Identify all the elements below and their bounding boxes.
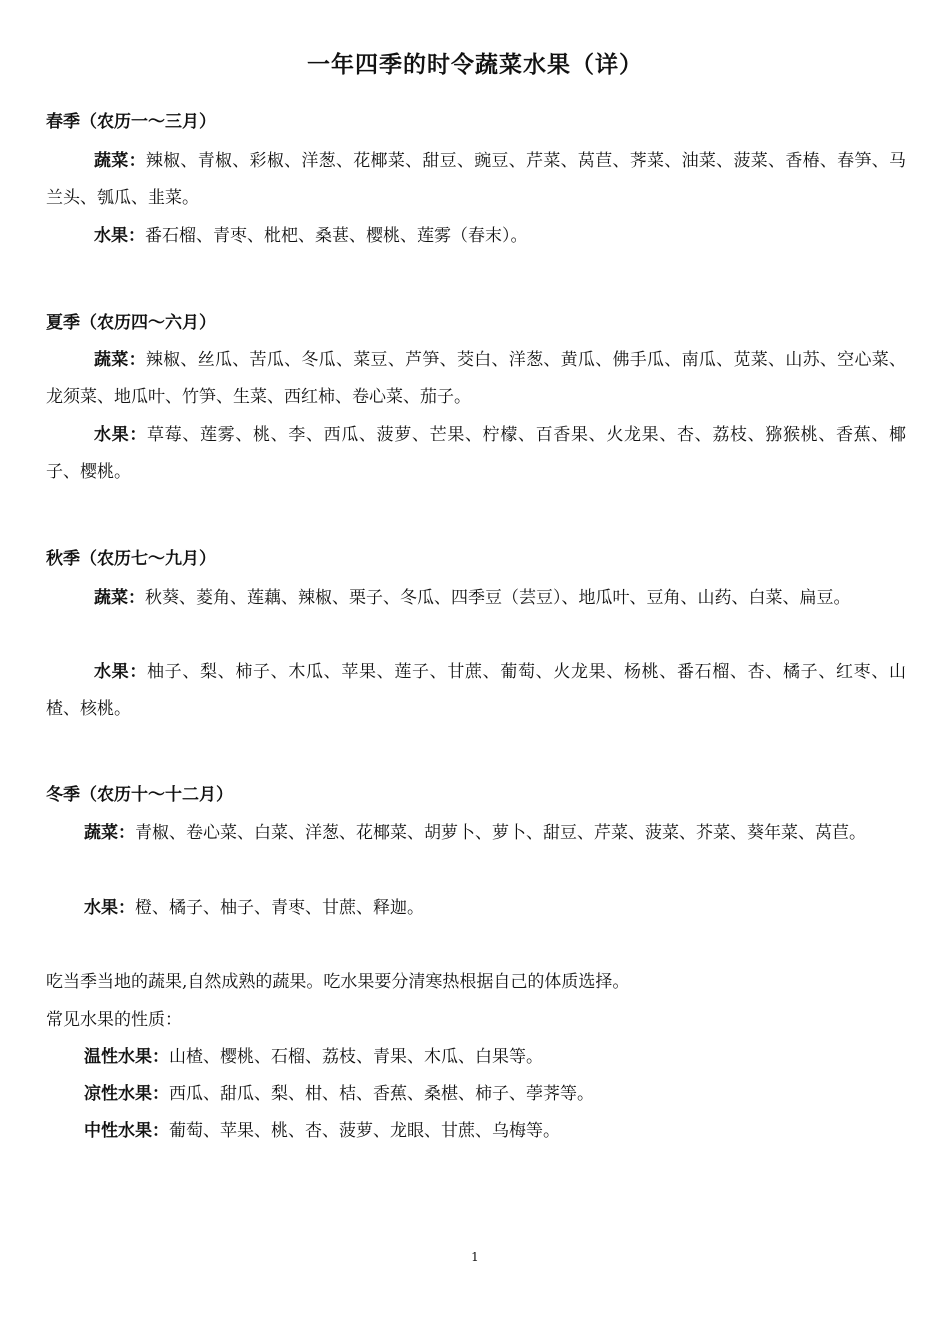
property-label: 凉性水果： (84, 1084, 169, 1104)
property-text: 西瓜、甜瓜、梨、柑、桔、香蕉、桑椹、柿子、荸荠等。 (169, 1084, 594, 1104)
season-heading-summer: 夏季（农历四～六月） (46, 313, 216, 333)
autumn-fruits-text: 柚子、梨、柿子、木瓜、苹果、莲子、甘蔗、葡萄、火龙果、杨桃、番石榴、杏、橘子、红枣、山楂、核桃。 (46, 662, 906, 719)
summer-vegetables (46, 342, 906, 416)
winter-vegetables-text: 青椒、卷心菜、白菜、洋葱、花椰菜、胡萝卜、萝卜、甜豆、芹菜、菠菜、芥菜、葵年菜、莴苣。 (135, 823, 866, 843)
autumn-vegetables (46, 580, 906, 617)
property-cool (84, 1076, 594, 1113)
property-text: 山楂、樱桃、石榴、荔枝、青果、木瓜、白果等。 (169, 1047, 543, 1067)
season-heading-spring: 春季（农历一～三月） (46, 112, 216, 132)
page-title: 一年四季的时令蔬菜水果（详） (307, 52, 643, 78)
winter-fruits-text: 橙、橘子、柚子、青枣、甘蔗、释迦。 (135, 898, 424, 918)
property-label: 中性水果： (84, 1121, 169, 1141)
spring-fruits (46, 218, 906, 255)
vegetables-label: 蔬菜： (94, 151, 146, 171)
vegetables-label: 蔬菜： (94, 350, 146, 370)
summer-vegetables-text: 辣椒、丝瓜、苦瓜、冬瓜、菜豆、芦笋、茭白、洋葱、黄瓜、佛手瓜、南瓜、苋菜、山苏、空心菜、龙须菜、地瓜叶、竹笋、生菜、西红柿、卷心菜、茄子。 (46, 350, 907, 407)
vegetables-label: 蔬菜： (84, 823, 135, 843)
season-heading-winter: 冬季（农历十～十二月） (46, 785, 233, 805)
property-neutral (84, 1113, 560, 1150)
spring-vegetables (46, 143, 906, 217)
fruits-label: 水果： (94, 226, 145, 246)
winter-fruits (46, 890, 906, 927)
autumn-fruits (46, 654, 906, 728)
fruits-label: 水果： (94, 425, 147, 445)
spring-vegetables-text: 辣椒、青椒、彩椒、洋葱、花椰菜、甜豆、豌豆、芹菜、莴苣、荠菜、油菜、菠菜、香椿、春笋、马兰头、瓠瓜、韭菜。 (46, 151, 907, 208)
spring-fruits-text: 番石榴、青枣、枇杷、桑葚、樱桃、莲雾（春末）。 (145, 226, 528, 246)
summer-fruits (46, 417, 906, 491)
autumn-vegetables-text: 秋葵、菱角、莲藕、辣椒、栗子、冬瓜、四季豆（芸豆）、地瓜叶、豆角、山药、白菜、扁豆。 (145, 588, 851, 608)
advice-text: 吃当季当地的蔬果,自然成熟的蔬果。吃水果要分清寒热根据自己的体质选择。 (46, 972, 630, 992)
property-warm (84, 1039, 543, 1076)
fruits-label: 水果： (84, 898, 135, 918)
winter-vegetables (46, 815, 906, 852)
season-heading-autumn: 秋季（农历七～九月） (46, 549, 216, 569)
fruits-label: 水果： (94, 662, 147, 682)
vegetables-label: 蔬菜： (94, 588, 145, 608)
properties-heading: 常见水果的性质： (46, 1010, 182, 1030)
summer-fruits-text: 草莓、莲雾、桃、李、西瓜、菠萝、芒果、柠檬、百香果、火龙果、杏、荔枝、猕猴桃、香蕉、椰子、樱桃。 (46, 425, 906, 482)
property-label: 温性水果： (84, 1047, 169, 1067)
property-text: 葡萄、苹果、桃、杏、菠萝、龙眼、甘蔗、乌梅等。 (169, 1121, 560, 1141)
page-number: 1 (471, 1250, 479, 1264)
